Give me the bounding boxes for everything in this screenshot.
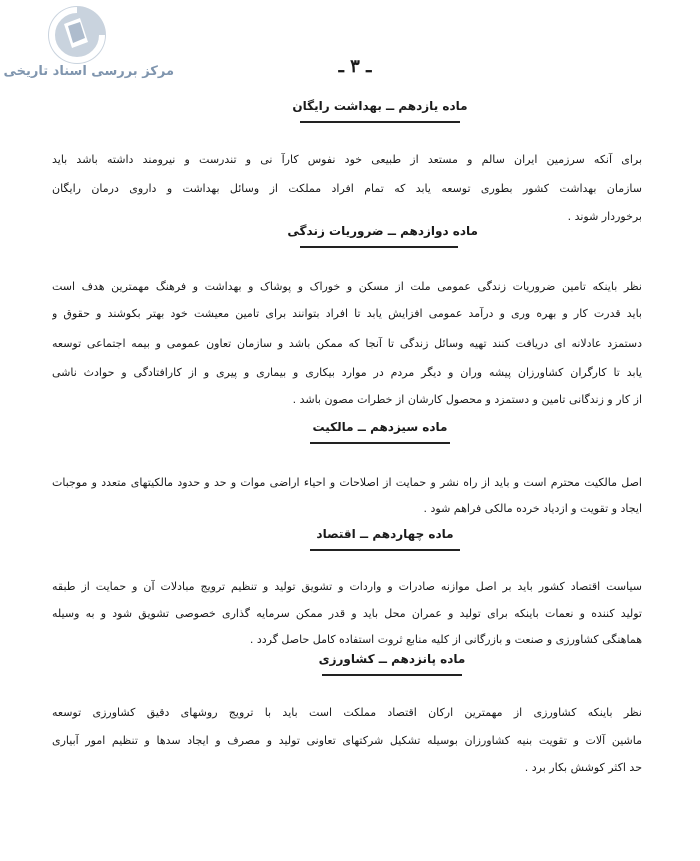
- article-11-line-3: برخوردار شوند .: [567, 210, 642, 223]
- article-14-line-1: سیاست اقتصاد کشور باید بر اصل موازنه صادرات و واردات و تشویق تولید و تنظیم ترویج مبادلات آن و حمایت از طبقه: [52, 580, 642, 593]
- logo-text: مرکز بررسی اسناد تاریخی: [3, 64, 174, 79]
- article-15-line-1: نظر باینکه کشاورزی از مهمترین ارکان اقتصاد مملکت است باید با ترویج روشهای دقیق کشاورزی توسعه: [52, 706, 642, 719]
- article-12-line-5: از کار و زندگانی تامین و دستمزد و محصول کارشان از خطرات مصون باشد .: [292, 393, 642, 406]
- article-11-line-2: سازمان بهداشت کشور بطوری توسعه یابد که تمام افراد مملکت از وسائل بهداشت و داروی درمان رایگان: [52, 182, 642, 195]
- article-12-line-4: یابد تا کارگران کشاورزان پیشه وران و دیگر مردم در موارد بیکاری و بیماری و پیری و از کارافتادگی و حوادث ناشی: [52, 366, 642, 379]
- article-12-line-1: نظر باینکه تامین ضروریات زندگی عمومی ملت از مسکن و خوراک و پوشاک و بهداشت و فرهنگ مهمترین هدف است: [52, 280, 642, 293]
- archive-logo: [3, 4, 174, 90]
- heading-underline: [310, 549, 460, 551]
- article-14-heading: ماده چهاردهم ــ اقتصاد: [316, 527, 454, 541]
- article-11-heading: ماده یازدهم ــ بهداشت رایگان: [292, 99, 468, 113]
- article-11-line-1: برای آنکه سرزمین ایران سالم و مستعد از طبیعی خود نفوس کارآ نی و تندرست و نیرومند داشته باشد باید: [52, 153, 642, 166]
- article-15-line-2: ماشین آلات و تقویت بنیه کشاورزان بوسیله تشکیل شرکتهای تعاونی تولید و مصرف و ایجاد سدها و تنظیم امور آبیاری: [52, 734, 642, 747]
- article-13-heading: ماده سیزدهم ــ مالکیت: [312, 420, 448, 434]
- heading-underline: [322, 674, 462, 676]
- article-14-line-3: هماهنگی کشاورزی و صنعت و بازرگانی از کلیه منابع ثروت استفاده کامل حاصل گردد .: [249, 633, 642, 646]
- heading-underline: [300, 121, 460, 123]
- article-12-line-3: دستمزد عادلانه ای دریافت کنند تهیه وسائل زندگی تا آنجا که ممکن باشد و سازمان تعاون عمومی و بیمه اجتماعی توسعه: [52, 337, 642, 350]
- article-15-line-3: حد اکثر کوشش بکار برد .: [524, 761, 642, 774]
- article-12-heading: ماده دوازدهم ــ ضروریات زندگی: [287, 224, 478, 238]
- heading-underline: [300, 246, 458, 248]
- page-number: ـ ۳ ـ: [338, 56, 372, 77]
- archive-document-icon: [46, 4, 108, 66]
- article-13-line-2: ایجاد و تقویت و ازدیاد خرده مالکی فراهم شود .: [423, 502, 642, 515]
- article-15-heading: ماده پانزدهم ــ کشاورزی: [318, 652, 466, 666]
- article-14-line-2: تولید کننده و نعمات باینکه برای تولید و عمران محل باید و قدر ممکن سرمایه گذاری خصوصی تشویق شود و به وسیله: [52, 607, 642, 620]
- heading-underline: [310, 442, 450, 444]
- article-12-line-2: باید قدرت کار و بهره وری و درآمد عمومی افزایش یابد تا افراد بتوانند برای تامین معیشت خود بهتر بکوشند و حقوق و: [52, 307, 642, 320]
- article-13-line-1: اصل مالکیت محترم است و باید از راه نشر و حمایت از اصلاحات و احیاء اراضی موات و حد و حدود مالکیتهای متعدد و موجبات: [52, 476, 642, 489]
